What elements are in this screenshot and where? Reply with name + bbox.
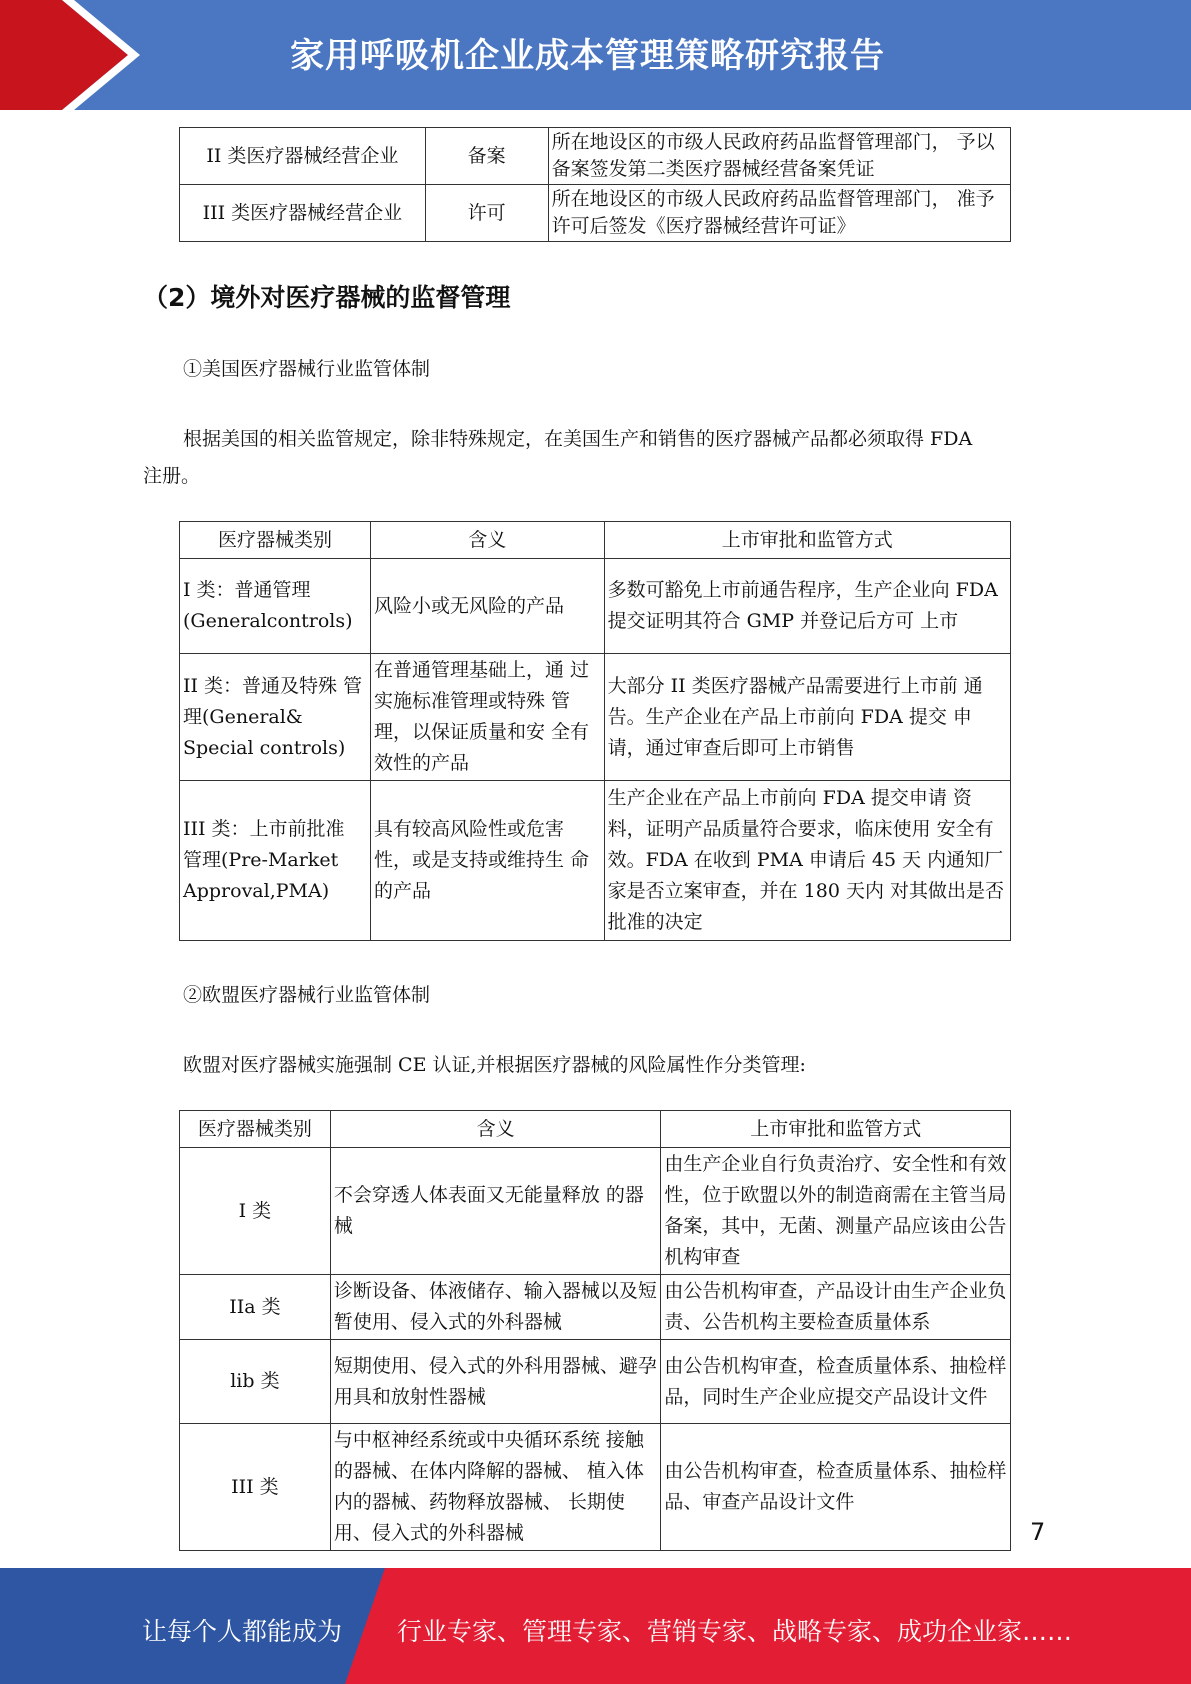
table-row <box>180 781 1011 941</box>
table-cell: II 类医疗器械经营企业 <box>180 128 426 185</box>
table-cell: 不会穿透人体表面又无能量释放 的器械 <box>330 1148 661 1275</box>
table-cell: 生产企业在产品上市前向 FDA 提交申请 资料，证明产品质量符合要求，临床使用 安全有效。FDA 在收到 PMA 申请后 45 天 内通知厂家是否立案审查，并在 180 天内 对其做出是否批准的决定 <box>604 781 1010 941</box>
us-classification-table <box>179 521 1011 941</box>
footer-slogan-left: 让每个人都能成为 <box>142 1617 343 1646</box>
column-header: 上市审批和监管方式 <box>661 1111 1011 1148</box>
table-cell: 具有较高风险性或危害 性，或是支持或维持生 命的产品 <box>370 781 604 941</box>
table-cell: 由公告机构审查，产品设计由生产企业负责、公告机构主要检查质量体系 <box>661 1275 1011 1340</box>
table-row <box>180 1148 1011 1275</box>
us-intro-line1: 根据美国的相关监管规定，除非特殊规定，在美国生产和销售的医疗器械产品都必须取得 FDA <box>183 428 973 450</box>
table-row <box>180 654 1011 781</box>
column-header: 医疗器械类别 <box>180 522 371 559</box>
page-footer <box>0 1568 1191 1684</box>
table-header-row <box>180 522 1011 559</box>
table-cell: 多数可豁免上市前通告程序，生产企业向 FDA 提交证明其符合 GMP 并登记后方可 上市 <box>604 559 1010 654</box>
table-cell: II 类：普通及特殊 管理(General& Special controls) <box>180 654 371 781</box>
table-row <box>180 1340 1011 1424</box>
table-row <box>180 185 1011 242</box>
table-cell: 与中枢神经系统或中央循环系统 接触的器械、在体内降解的器械、 植入体内的器械、药物释放器械、 长期使用、侵入式的外科器械 <box>330 1424 661 1551</box>
page-number: 7 <box>1030 1518 1046 1546</box>
page-header <box>0 0 1191 110</box>
table-cell: 所在地设区的市级人民政府药品监督管理部门， 准予许可后签发《医疗器械经营许可证》 <box>548 185 1010 242</box>
table-cell: 所在地设区的市级人民政府药品监督管理部门， 予以备案签发第二类医疗器械经营备案凭证 <box>548 128 1010 185</box>
us-intro-line2: 注册。 <box>143 465 201 487</box>
eu-intro: 欧盟对医疗器械实施强制 CE 认证,并根据医疗器械的风险属性作分类管理: <box>183 1054 806 1076</box>
table-cell: III 类：上市前批准 管理(Pre-Market Approval,PMA) <box>180 781 371 941</box>
table-cell: III 类医疗器械经营企业 <box>180 185 426 242</box>
table-cell: 许可 <box>425 185 548 242</box>
section-heading: （2）境外对医疗器械的监督管理 <box>143 283 511 312</box>
header-arrow-decoration <box>0 0 150 110</box>
column-header: 医疗器械类别 <box>180 1111 331 1148</box>
table-cell: 由生产企业自行负责治疗、安全性和有效性，位于欧盟以外的制造商需在主管当局备案，其中，无菌、测量产品应该由公告机构审查 <box>661 1148 1011 1275</box>
footer-slogan-right: 行业专家、管理专家、营销专家、战略专家、成功企业家…… <box>397 1617 1073 1646</box>
table-row <box>180 128 1011 185</box>
table-cell: 诊断设备、体液储存、输入器械以及短暂使用、侵入式的外科器械 <box>330 1275 661 1340</box>
table-row <box>180 559 1011 654</box>
table-cell: 大部分 II 类医疗器械产品需要进行上市前 通告。生产企业在产品上市前向 FDA 提交 申请，通过审查后即可上市销售 <box>604 654 1010 781</box>
china-enterprise-table <box>179 127 1011 242</box>
report-title: 家用呼吸机企业成本管理策略研究报告 <box>290 36 885 76</box>
eu-subheading: ②欧盟医疗器械行业监管体制 <box>183 984 431 1006</box>
table-row <box>180 1424 1011 1551</box>
table-row <box>180 1275 1011 1340</box>
table-cell: III 类 <box>180 1424 331 1551</box>
us-subheading: ①美国医疗器械行业监管体制 <box>183 358 431 380</box>
table-cell: lib 类 <box>180 1340 331 1424</box>
column-header: 含义 <box>370 522 604 559</box>
column-header: 含义 <box>330 1111 661 1148</box>
table-cell: I 类 <box>180 1148 331 1275</box>
column-header: 上市审批和监管方式 <box>604 522 1010 559</box>
table-cell: I 类：普通管理 (Generalcontrols) <box>180 559 371 654</box>
table-cell: 风险小或无风险的产品 <box>370 559 604 654</box>
table-cell: IIa 类 <box>180 1275 331 1340</box>
table-cell: 由公告机构审查，检查质量体系、抽检样品，同时生产企业应提交产品设计文件 <box>661 1340 1011 1424</box>
table-header-row <box>180 1111 1011 1148</box>
eu-classification-table <box>179 1110 1011 1551</box>
table-cell: 短期使用、侵入式的外科用器械、避孕用具和放射性器械 <box>330 1340 661 1424</box>
table-cell: 在普通管理基础上，通 过实施标准管理或特殊 管理，以保证质量和安 全有效性的产品 <box>370 654 604 781</box>
table-cell: 由公告机构审查，检查质量体系、抽检样品、审查产品设计文件 <box>661 1424 1011 1551</box>
table-cell: 备案 <box>425 128 548 185</box>
